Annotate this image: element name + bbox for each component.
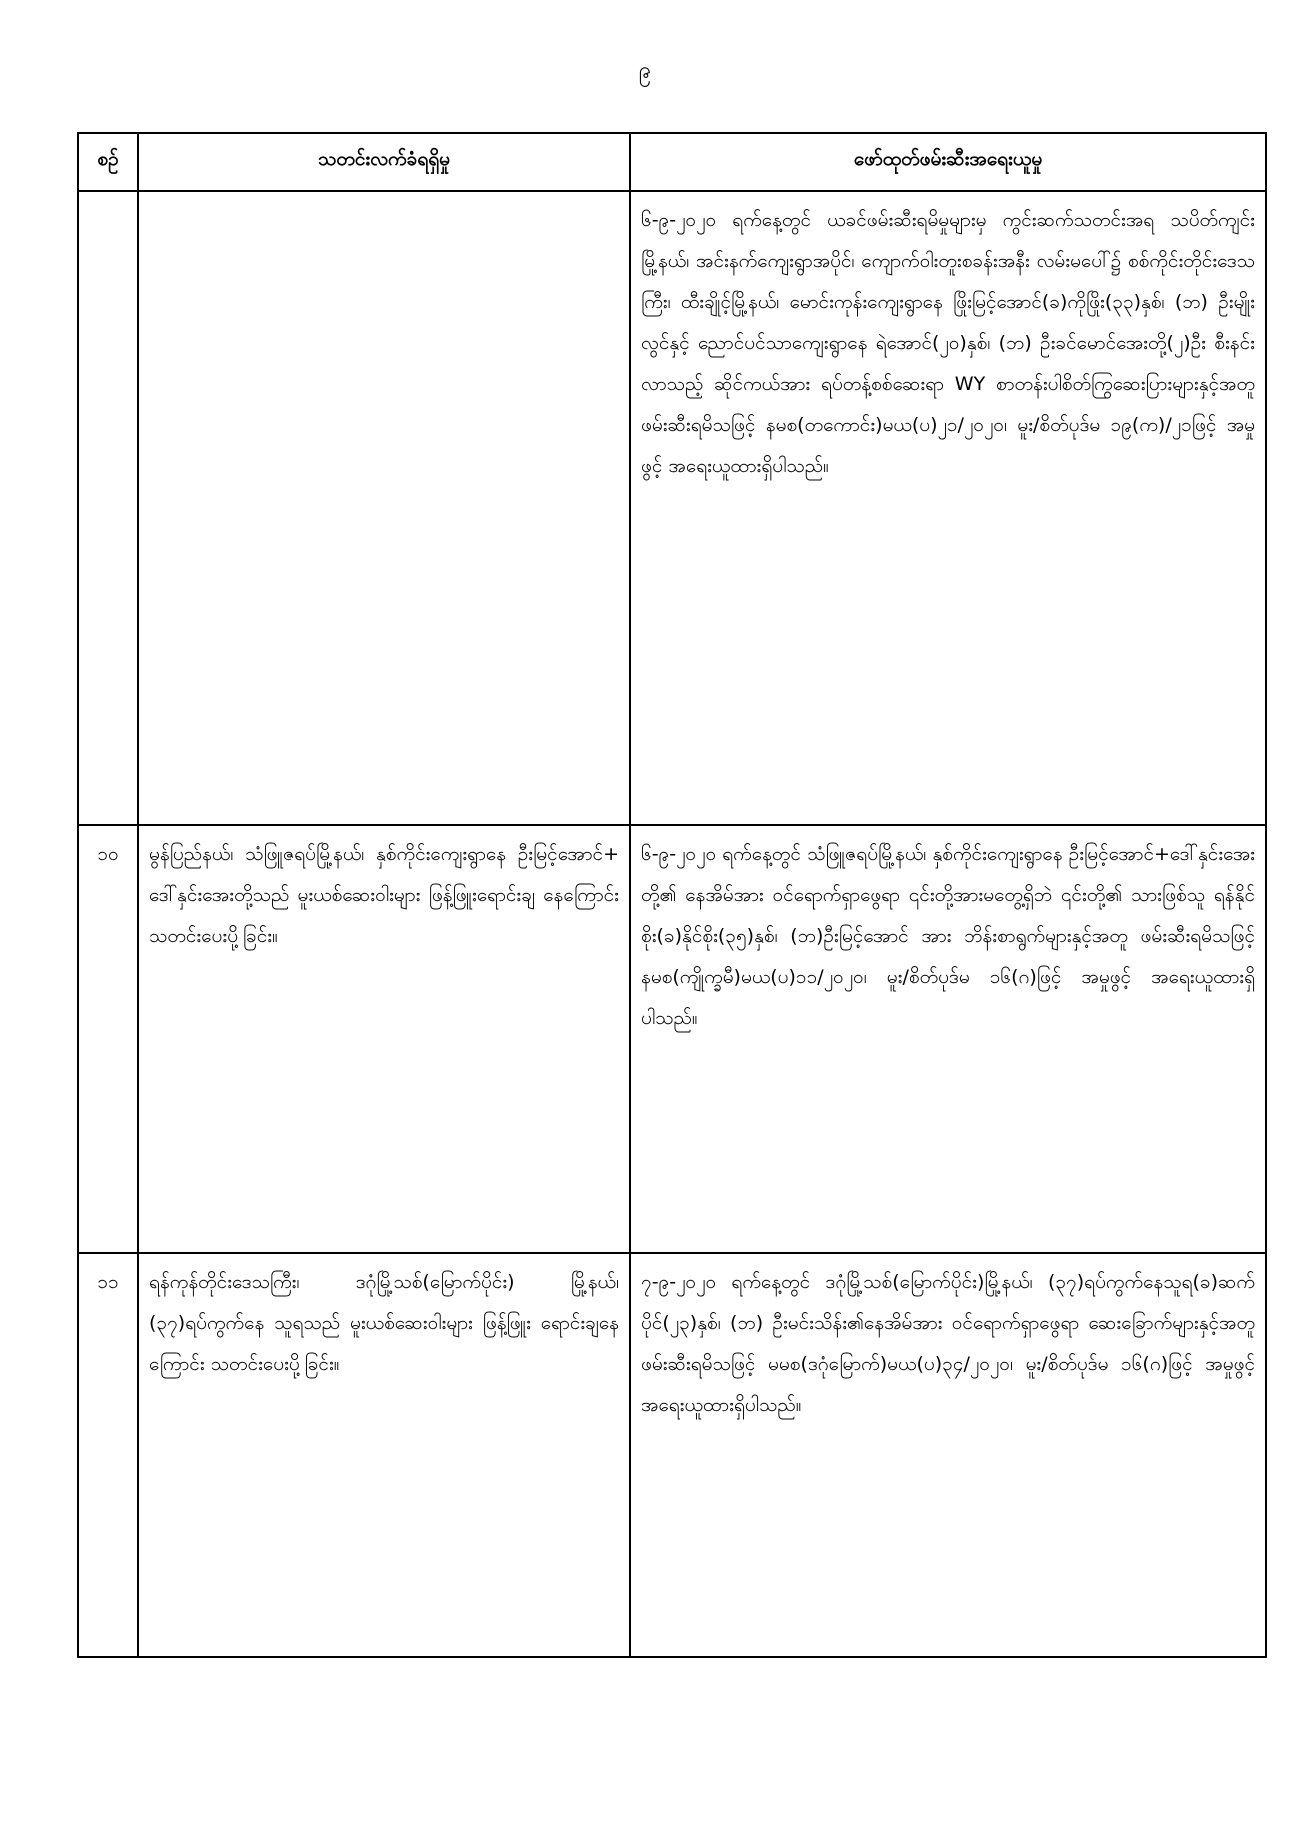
header-serial-no: စဉ် — [78, 133, 138, 191]
information-cell: ရန်ကုန်တိုင်းဒေသကြီး၊ ဒဂုံမြို့သစ်(မြောက်ပိုင်း) မြို့နယ်၊ (၃၇)ရပ်ကွက်နေ သူရသည် မူးယစ်ဆေးဝါးများ ဖြန့်ဖြူး ရောင်းချနေကြောင်း သတင်းပေးပို့ခြင်း။ — [138, 1253, 630, 1657]
information-cell: မွန်ပြည်နယ်၊ သံဖြူဇရပ်မြို့နယ်၊ နှစ်ကိုင်းကျေးရွာနေ ဦးမြင့်အောင်+ ဒေါ်နှင်းအေးတို့သည် မူးယစ်ဆေးဝါးများ ဖြန့်ဖြူးရောင်းချ နေကြောင်း သတင်းပေးပို့ခြင်း။ — [138, 825, 630, 1253]
table-header-row — [78, 133, 1266, 191]
table-row — [78, 1253, 1266, 1657]
serial-no-cell: ၁၁ — [78, 1253, 138, 1657]
information-cell — [138, 191, 630, 825]
page-number: ၉ — [638, 58, 652, 83]
table-row — [78, 825, 1266, 1253]
action-cell: ၆-၉-၂၀၂၀ ရက်နေ့တွင် သံဖြူဇရပ်မြို့နယ်၊ နှစ်ကိုင်းကျေးရွာနေ ဦးမြင့်အောင်+ဒေါ်နှင်းအေးတို့၏ နေအိမ်အား ဝင်ရောက်ရှာဖွေရာ ၎င်းတို့အားမတွေ့ရှိဘဲ ၎င်းတို့၏ သားဖြစ်သူ ရန်နိုင်စိုး(ခ)နိုင်စိုး(၃၅)နှစ်၊ (ဘ)ဦးမြင့်အောင် အား ဘိန်းစာရွက်များနှင့်အတူ ဖမ်းဆီးရမိသဖြင့် နမစ(ကျိုက္ခမီ)မယ(ပ)၁၁/၂၀၂၀၊ မူး/စိတ်ပုဒ်မ ၁၆(ဂ)ဖြင့် အမှုဖွင့် အရေးယူထားရှိပါသည်။ — [630, 825, 1266, 1253]
serial-no-cell — [78, 191, 138, 825]
serial-no-cell: ၁၀ — [78, 825, 138, 1253]
action-cell: ၆-၉-၂၀၂၀ ရက်နေ့တွင် ယခင်ဖမ်းဆီးရမိမှုများမှ ကွင်းဆက်သတင်းအရ သပိတ်ကျင်းမြို့နယ်၊ အင်းနက်ကျေးရွာအပိုင်၊ ကျောက်ဝါးတူးစခန်းအနီး လမ်းမပေါ်၌ စစ်ကိုင်းတိုင်းဒေသကြီး၊ ထီးချိုင့်မြို့နယ်၊ မောင်းကုန်းကျေးရွာနေ ဖြိုးမြင့်အောင်(ခ)ကိုဖြိုး(၃၃)နှစ်၊ (ဘ) ဦးမျိုးလွင်နှင့် ညောင်ပင်သာကျေးရွာနေ ရဲအောင်(၂၀)နှစ်၊ (ဘ) ဦးခင်မောင်အေးတို့(၂)ဦး စီးနင်းလာသည့် ဆိုင်ကယ်အား ရပ်တန့်စစ်ဆေးရာ WY စာတန်းပါစိတ်ကြွဆေးပြားများနှင့်အတူ ဖမ်းဆီးရမိသဖြင့် နမစ(တကောင်း)မယ(ပ)၂၁/၂၀၂၀၊ မူး/စိတ်ပုဒ်မ ၁၉(က)/၂၁ဖြင့် အမှုဖွင့် အရေးယူထားရှိပါသည်။ — [630, 191, 1266, 825]
report-table — [77, 132, 1267, 1658]
table-row — [78, 191, 1266, 825]
header-information-received: သတင်းလက်ခံရရှိမှု — [138, 133, 630, 191]
header-action-taken: ဖော်ထုတ်ဖမ်းဆီးအရေးယူမှု — [630, 133, 1266, 191]
action-cell: ၇-၉-၂၀၂၀ ရက်နေ့တွင် ဒဂုံမြို့သစ်(မြောက်ပိုင်း)မြို့နယ်၊ (၃၇)ရပ်ကွက်နေသူရ(ခ)ဆက်ပိုင်(၂၃)နှစ်၊ (ဘ) ဦးမင်းသိန်း၏နေအိမ်အား ဝင်ရောက်ရှာဖွေရာ ဆေးခြောက်များနှင့်အတူ ဖမ်းဆီးရမိသဖြင့် မမစ(ဒဂုံမြောက်)မယ(ပ)၃၄/၂၀၂၀၊ မူး/စိတ်ပုဒ်မ ၁၆(ဂ)ဖြင့် အမှုဖွင့် အရေးယူထားရှိပါသည်။ — [630, 1253, 1266, 1657]
